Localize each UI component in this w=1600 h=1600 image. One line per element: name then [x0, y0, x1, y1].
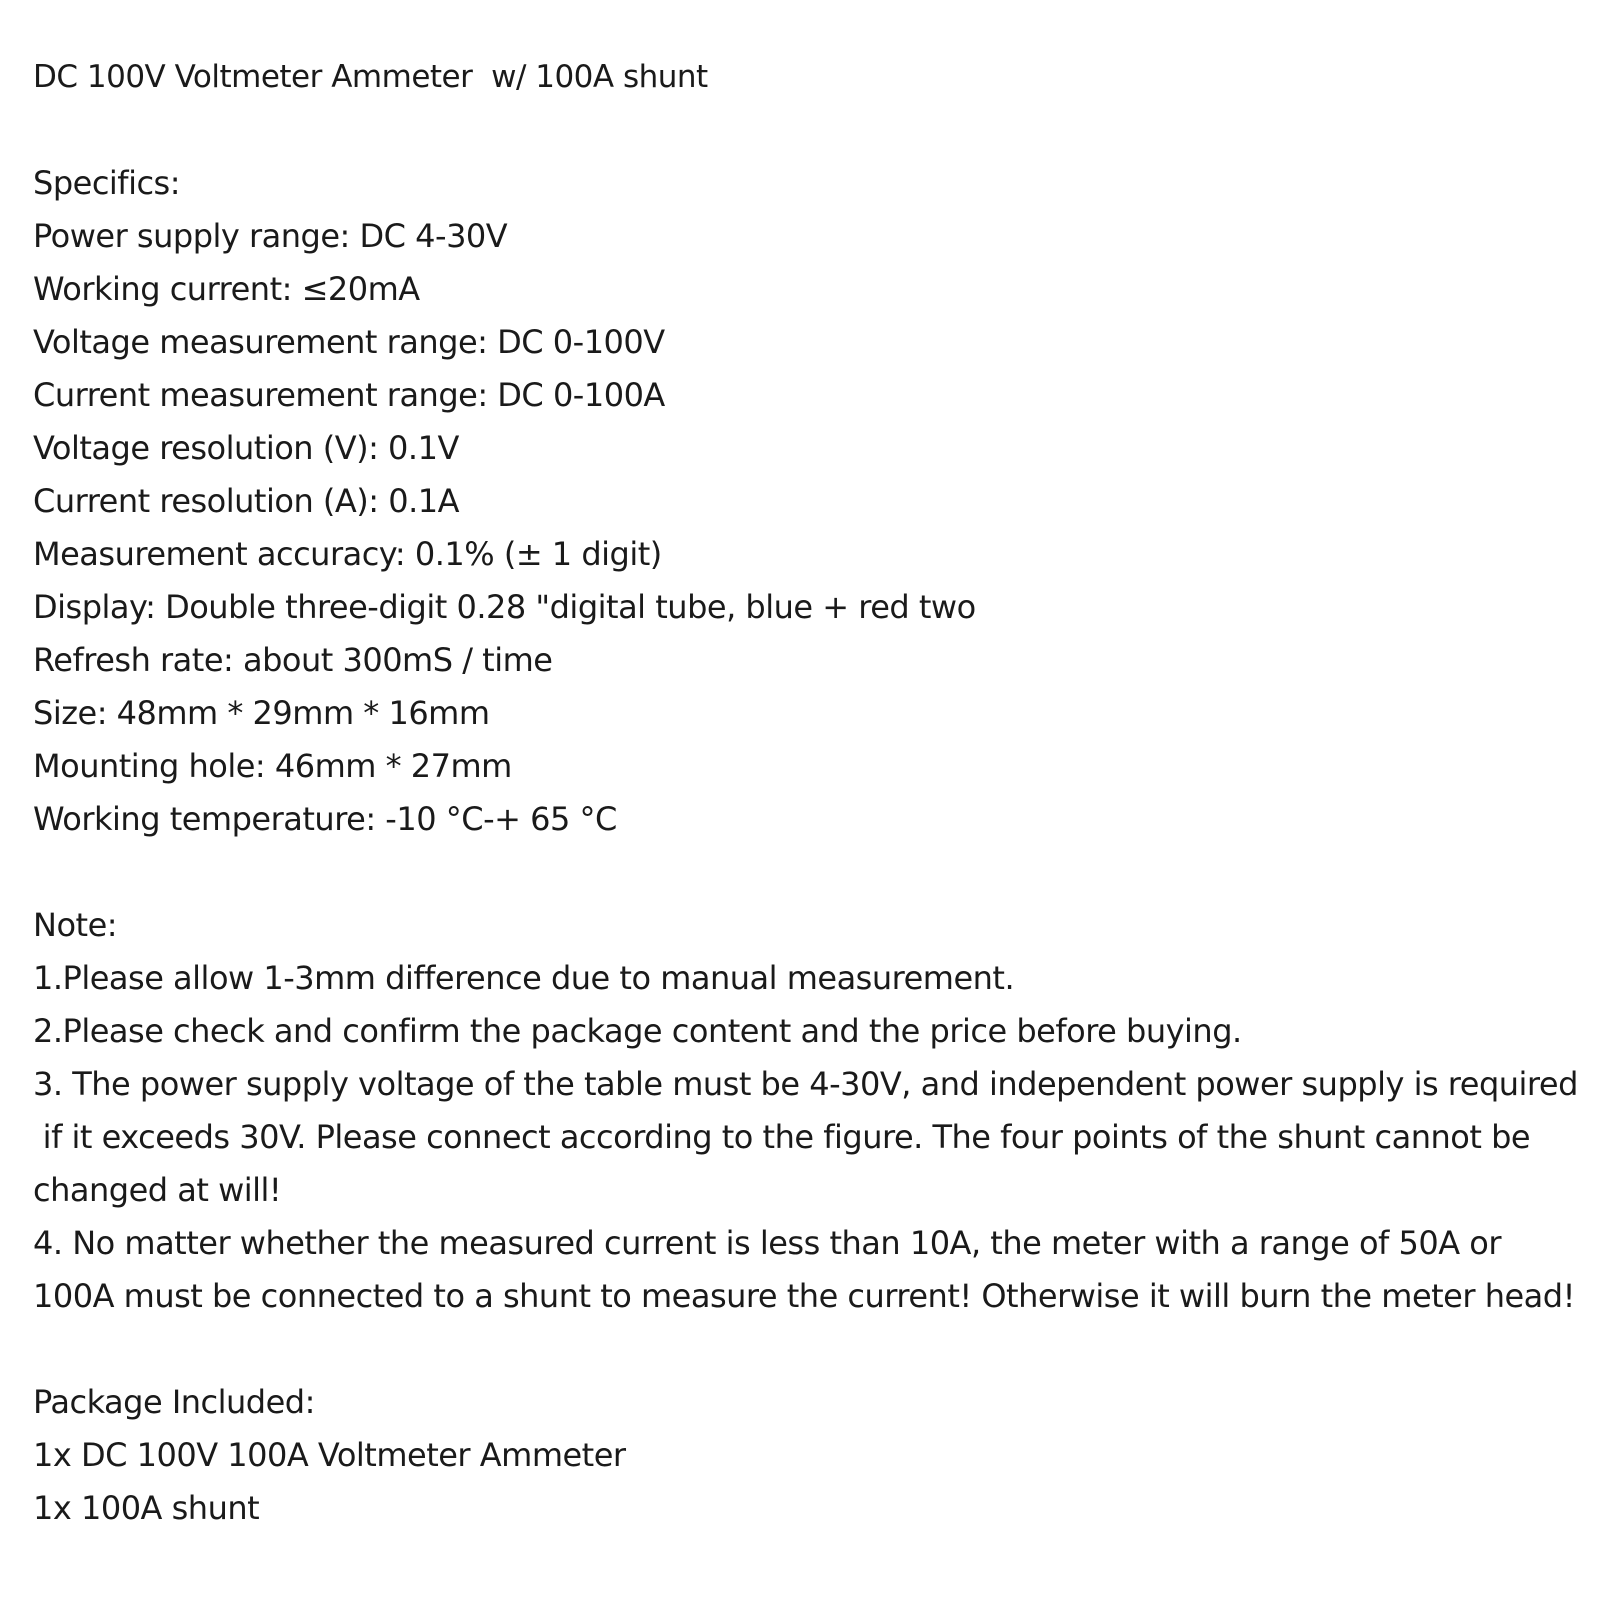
spec-working-current: Working current: ≤20mA — [33, 270, 420, 308]
note-heading: Note: — [33, 906, 118, 944]
note-item-1: 1.Please allow 1-3mm difference due to manual measurement. — [33, 959, 1015, 997]
spec-working-temperature: Working temperature: -10 °C-+ 65 °C — [33, 800, 617, 838]
spec-current-resolution: Current resolution (A): 0.1A — [33, 482, 459, 520]
spec-refresh-rate: Refresh rate: about 300mS / time — [33, 641, 553, 679]
note-item-3-line: if it exceeds 30V. Please connect according to the figure. The four points of the shunt cannot be — [33, 1118, 1531, 1156]
spacer — [33, 846, 1593, 899]
product-description — [33, 51, 1593, 1535]
spacer — [33, 1323, 1593, 1376]
note-item-2: 2.Please check and confirm the package content and the price before buying. — [33, 1012, 1242, 1050]
note-item-3-line: changed at will! — [33, 1171, 282, 1209]
product-title: DC 100V Voltmeter Ammeter w/ 100A shunt — [33, 59, 708, 95]
note-item-4 — [33, 1217, 1593, 1323]
note-item-3 — [33, 1058, 1593, 1217]
spec-mounting-hole: Mounting hole: 46mm * 27mm — [33, 747, 512, 785]
package-heading: Package Included: — [33, 1383, 315, 1421]
package-item-shunt: 1x 100A shunt — [33, 1489, 260, 1527]
spec-measurement-accuracy: Measurement accuracy: 0.1% (± 1 digit) — [33, 535, 662, 573]
spec-power-supply-range: Power supply range: DC 4-30V — [33, 217, 508, 255]
spec-voltage-resolution: Voltage resolution (V): 0.1V — [33, 429, 459, 467]
note-item-4-line: 100A must be connected to a shunt to measure the current! Otherwise it will burn the meter head! — [33, 1277, 1575, 1315]
package-item-meter: 1x DC 100V 100A Voltmeter Ammeter — [33, 1436, 626, 1474]
spec-display: Display: Double three-digit 0.28 "digital tube, blue + red two — [33, 588, 976, 626]
note-item-3-line: 3. The power supply voltage of the table must be 4-30V, and independent power supply is required — [33, 1065, 1578, 1103]
spec-voltage-range: Voltage measurement range: DC 0-100V — [33, 323, 665, 361]
spec-current-range: Current measurement range: DC 0-100A — [33, 376, 665, 414]
note-item-4-line: 4. No matter whether the measured current is less than 10A, the meter with a range of 50A or — [33, 1224, 1501, 1262]
specifics-heading: Specifics: — [33, 164, 180, 202]
spec-size: Size: 48mm * 29mm * 16mm — [33, 694, 490, 732]
spacer — [33, 104, 1593, 157]
